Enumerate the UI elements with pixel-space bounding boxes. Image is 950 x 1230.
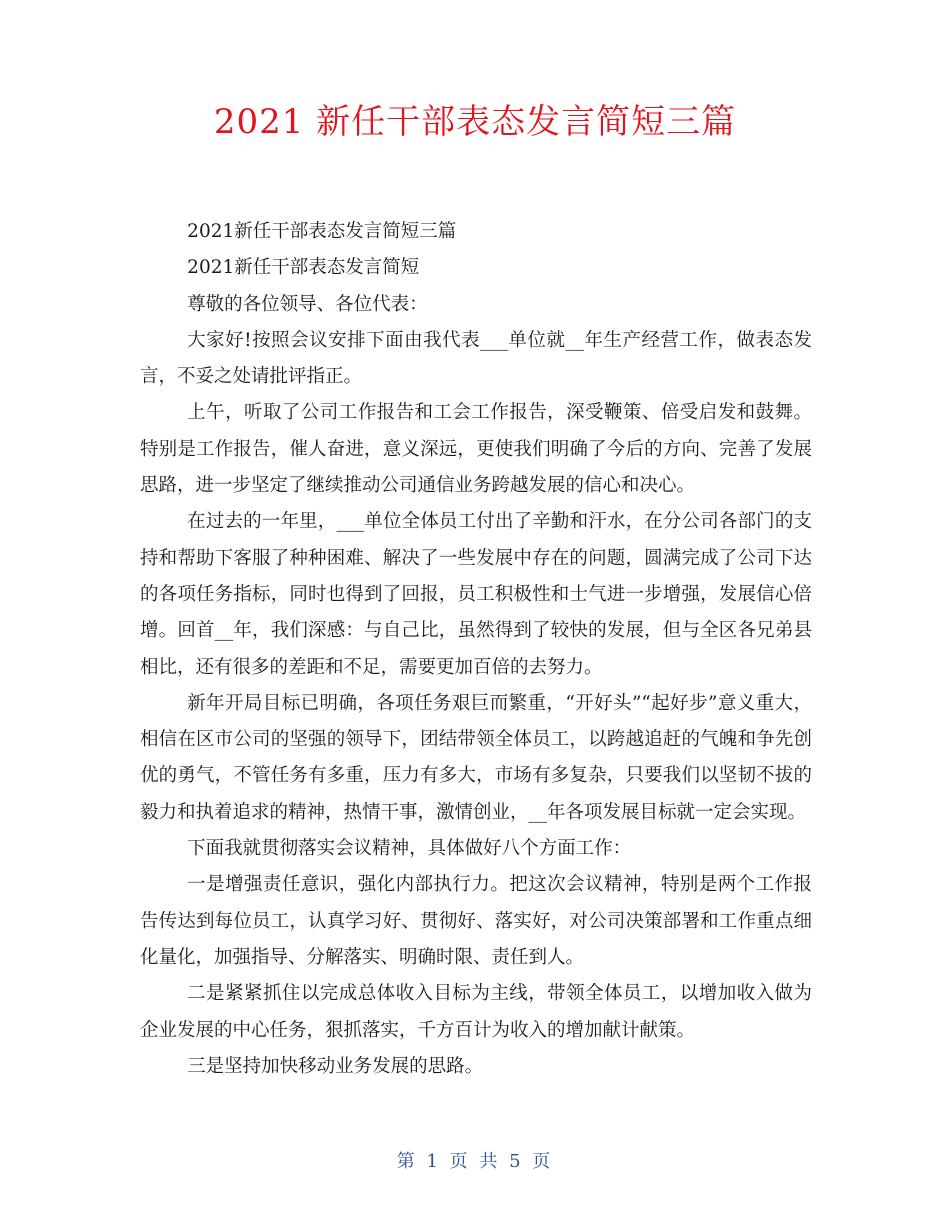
paragraph: 二是紧紧抓住以完成总体收入目标为主线，带领全体员工，以增加收入做为企业发展的中心任务，狠抓落实，千方百计为收入的增加献计献策。 [140,983,812,1041]
document-title: 2021 新任干部表态发言简短三篇 [213,102,737,142]
paragraph: 新年开局目标已明确，各项任务艰巨而繁重，“开好头”“起好步”意义重大，相信在区市公司的坚强的领导下，团结带领全体员工，以跨越追赶的气魄和争先创优的勇气，不管任务有多重，压力有多大，市场有多复杂，只要我们以坚韧不拔的毅力和执着追求的精神，热情干事，激情创业，__年各项发展目标就一定会实现。 [140,692,812,823]
paragraph: 一是增强责任意识，强化内部执行力。把这次会议精神，特别是两个工作报告传达到每位员工，认真学习好、贯彻好、落实好，对公司决策部署和工作重点细化量化，加强指导、分解落实、明确时限、责任到人。 [140,874,812,968]
paragraph: 大家好!按照会议安排下面由我代表___单位就__年生产经营工作，做表态发言，不妥之处请批评指正。 [140,329,812,388]
paragraph: 下面我就贯彻落实会议精神，具体做好八个方面工作： [187,838,632,860]
paragraph: 三是坚持加快移动业务发展的思路。 [187,1055,484,1077]
paragraph: 在过去的一年里，___单位全体员工付出了辛勤和汗水，在分公司各部门的支持和帮助下客服了种种困难、解决了一些发展中存在的问题，圆满完成了公司下达的各项任务指标，同时也得到了回报，员工积极性和士气进一步增强，发展信心倍增。回首__年，我们深感：与自己比，虽然得到了较快的发展，但与全区各兄弟县相比，还有很多的差距和不足，需要更加百倍的去努力。 [140,511,812,678]
paragraph: 上午，听取了公司工作报告和工会工作报告，深受鞭策、倍受启发和鼓舞。特别是工作报告，催人奋进，意义深远，更使我们明确了今后的方向、完善了发展思路，进一步坚定了继续推动公司通信业务跨越发展的信心和决心。 [140,402,812,497]
paragraph: 2021新任干部表态发言简短三篇 [187,221,457,242]
paragraph: 尊敬的各位领导、各位代表： [187,293,428,315]
paragraph: 2021新任干部表态发言简短 [187,257,420,279]
document-body [140,214,812,1085]
page-number-footer: 第 1 页 共 5 页 [396,1151,554,1172]
